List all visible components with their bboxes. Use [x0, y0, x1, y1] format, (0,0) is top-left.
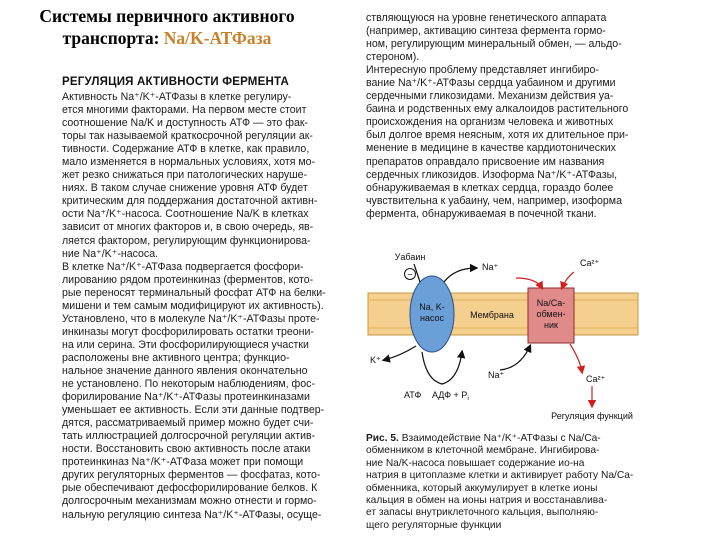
text-line: жет резко снижаться при патологических наруше- [62, 169, 308, 182]
exchanger-label-3: ник [544, 320, 558, 330]
exchanger-label-1: Na/Ca- [536, 298, 566, 308]
adp-label: АДФ + $P_i$ [432, 390, 469, 402]
caption-line: обменника, который аккумулирует в клетке ионы [366, 482, 598, 494]
text-line: нальное значение данного явления окончательно [62, 364, 308, 377]
text-line: инкиназы могут фосфорилировать остатки треони- [62, 325, 314, 338]
text-line: Установлено, что в молекуле Na⁺/K⁺-АТФазы проте- [62, 312, 320, 325]
na-top-label: Na⁺ [482, 262, 499, 272]
caption-first-text: Взаимодействие Na⁺/K⁺-АТФазы с Na/Ca- [398, 433, 601, 444]
text-line: тивности. Содержание АТФ в клетке, как правило, [62, 143, 310, 156]
text-line: ниях. В таком случае снижение уровня АТФ будет [62, 182, 308, 195]
text-line: на или серина. Эти фосфорилирующиеся участки [62, 338, 309, 351]
inhibition-minus: − [407, 269, 413, 280]
pump-exchanger-diagram [360, 248, 660, 430]
text-line: (например, активацию синтеза фермента гормо- [366, 25, 606, 38]
pump-label-2: насос [419, 313, 445, 323]
text-line: рые обеспечивают дефосфорилирование белков. К [62, 482, 318, 495]
text-line: Активность Na⁺/K⁺-АТФазы в клетке регулиру- [62, 91, 292, 103]
k-in-arrow [384, 346, 416, 360]
slide-title [22, 5, 312, 49]
text-line: ном, регулирующим минеральный обмен, — альдо- [366, 38, 622, 51]
text-line: препаратов оправдало присвоение им названия [366, 155, 605, 168]
text-line: В клетке Na⁺/K⁺-АТФаза подвергается фосфори- [62, 260, 304, 273]
k-left-label: K⁺ [370, 355, 381, 365]
text-line: расположены вне активного центра; функцио- [62, 351, 290, 364]
caption-line: натрия в цитоплазме клетки и активирует работу Na/Ca- [366, 470, 634, 482]
title-line-1: Системы первичного активного [39, 6, 295, 26]
na-to-exchanger-arrow [516, 278, 542, 288]
text-line: фермента, обнаруживаемая в почечной ткани. [366, 207, 597, 220]
text-line: ние Na⁺/K⁺-насоса. [62, 247, 159, 260]
caption-fig-label: Рис. 5. [366, 433, 399, 444]
text-line: чувствительна к уабаину, чем, например, изоформа [366, 194, 622, 207]
na-bottom-label: Na⁺ [488, 370, 505, 380]
text-line: ется многими факторами. На первом месте стоит [62, 104, 307, 117]
text-line: Интересную проблему представляет ингибиро- [366, 64, 599, 77]
text-line: рые переносят терминальный фосфат АТФ на белки- [62, 286, 326, 299]
text-line: стероном). [366, 51, 420, 64]
text-line: ности. Восстановить свою активность после атаки [62, 443, 311, 456]
text-line: баина и родственных ему алкалоидов растительного [366, 103, 629, 116]
text-line: не установлено. По некоторым наблюдениям, фос- [62, 378, 315, 391]
pump-label-1: Na, K- [419, 302, 445, 312]
figure-caption [366, 433, 656, 532]
text-line: других регуляторных ферментов — фосфатаз, кото- [62, 469, 321, 482]
ca-top-label: Ca²⁺ [580, 258, 600, 268]
na-in-arrow [500, 346, 530, 370]
title-prefix: транспорта: [62, 28, 164, 48]
text-line: соотношение Na/K и доступность АТФ — это фак- [62, 117, 309, 130]
right-text-column [366, 12, 662, 221]
left-text-column [62, 91, 346, 522]
text-line: ствляющуюся на уровне генетического аппарата [366, 12, 607, 24]
na-out-arrow [444, 268, 476, 282]
text-line: сердечных гликозидов. Изоформа Na⁺/K⁺-АТФазы, [366, 168, 618, 181]
text-line: дятся, рассматриваемый пример можно будет счи- [62, 417, 314, 430]
ca-bottom-label: Ca²⁺ [586, 374, 606, 384]
title-highlight: Na/K-АТФаза [163, 28, 272, 48]
text-line: вание Na⁺/K⁺-АТФазы сердца уабаином и другими [366, 77, 616, 90]
caption-line: кальция в обмен на ионы натрия и восстанавлива- [366, 495, 608, 507]
text-line: торы так называемой краткосрочной регуляции ак- [62, 130, 313, 143]
text-line: происхождения на организм человека и животных [366, 116, 614, 129]
caption-line: ние Na/K-насоса повышает содержание ио-на [366, 457, 585, 469]
text-line: лированию рядом протеинкиназ (ферментов, кото- [62, 273, 314, 286]
caption-first-line [366, 433, 656, 445]
ouabain-label: Уабаин [394, 252, 426, 262]
membrane-label: Мембрана [470, 310, 514, 320]
caption-line: обменником в клеточной мембране. Ингибирова- [366, 445, 600, 457]
regulation-label: Регуляция функций [551, 411, 633, 421]
text-line: протеинкиназ Na⁺/K⁺-АТФаза может при помощи [62, 456, 304, 469]
text-line: зависит от многих факторов и, в свою очередь, яв- [62, 221, 314, 234]
ca-out-arrow [562, 272, 574, 288]
atp-label: АТФ [404, 390, 422, 400]
exchanger-label-2: обмен- [536, 309, 566, 319]
caption-line: щего регуляторные функции [366, 519, 502, 531]
section-heading: РЕГУЛЯЦИЯ АКТИВНОСТИ ФЕРМЕНТА [62, 76, 289, 88]
title-line-2 [22, 27, 312, 49]
atp-hydrolysis-arrow [422, 352, 462, 384]
text-line: ости Na⁺/K⁺-насоса. Соотношение Na/K в клетках [62, 208, 309, 221]
text-line: долгосрочным механизмам можно отнести и гормо- [62, 495, 317, 508]
text-line: ляется фактором, регулирующим функционирова- [62, 234, 311, 247]
text-line: был долгое время неясным, хотя их длительное при- [366, 129, 629, 142]
text-line: обнаруживаемая в клетках сердца, гораздо более [366, 181, 614, 194]
text-line: нальную регуляцию синтеза Na⁺/K⁺-АТФазы, осуще- [62, 508, 322, 521]
text-line: тать иллюстрацией долгосрочной регуляции актив- [62, 430, 316, 443]
text-line: менение в медицине в качестве кардиотонических [366, 142, 616, 155]
text-line: мало изменяется в нормальных условиях, хотя мо- [62, 156, 316, 169]
caption-line: ет запасы внутриклеточного кальция, выполняю- [366, 507, 599, 519]
text-line: форилирование Na⁺/K⁺-АТФазы протеинкиназами [62, 391, 310, 404]
text-line: сердечными гликозидами. Механизм действия уа- [366, 90, 614, 103]
text-line: критическим для поддержания достаточной активн- [62, 195, 318, 208]
text-line: мишени и тем самым модифицируют их активность). [62, 299, 324, 312]
text-line: уменьшает ее активность. Если эти данные подтвер- [62, 404, 325, 417]
ca-in-arrow [570, 344, 582, 372]
